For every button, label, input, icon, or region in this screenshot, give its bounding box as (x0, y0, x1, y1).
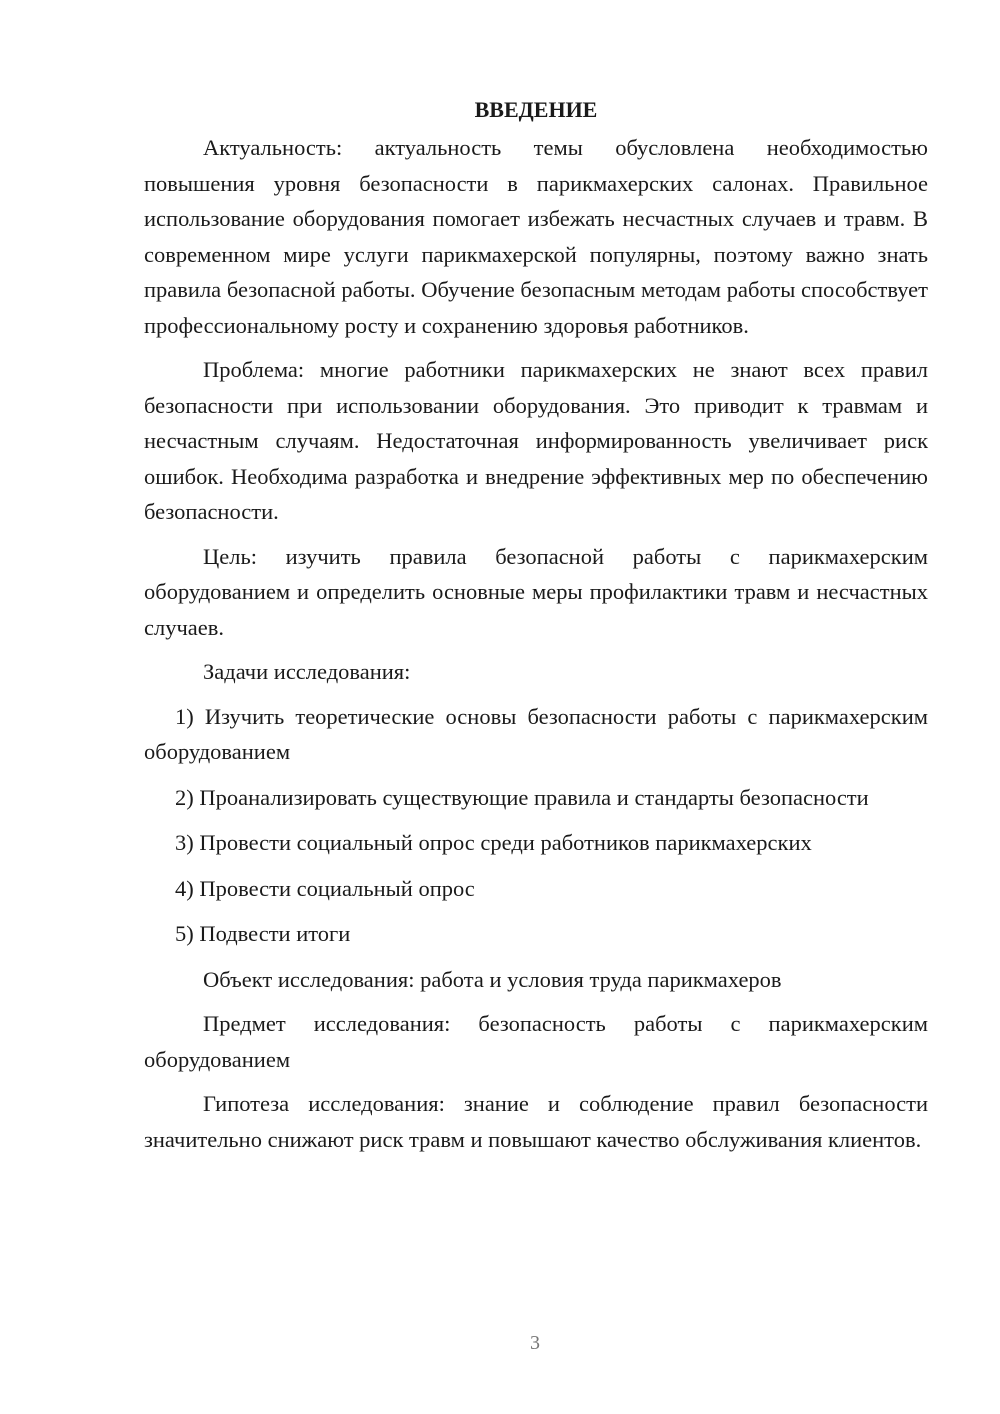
relevance-paragraph: Актуальность: актуальность темы обусловлена необходимостью повышения уровня безопасности в парикмахерских салонах. Правильное использование оборудования помогает избежать несчастных случаев и травм. В современном мире услуги парикмахерской популярны, поэтому важно знать правила безопасной работы. Обучение безопасным методам работы способствует профессиональному росту и сохранению здоровья работников. (144, 135, 928, 338)
page-number: 3 (530, 1332, 540, 1354)
task-item: 1) Изучить теоретические основы безопасности работы с парикмахерским оборудованием (144, 703, 928, 764)
task-item: 4) Провести социальный опрос (175, 875, 475, 901)
object-paragraph: Объект исследования: работа и условия труда парикмахеров (203, 966, 782, 992)
section-title: ВВЕДЕНИЕ (474, 97, 598, 122)
subject-paragraph: Предмет исследования: безопасность работы с парикмахерским оборудованием (144, 1011, 928, 1072)
goal-paragraph: Цель: изучить правила безопасной работы с парикмахерским оборудованием и определить основные меры профилактики травм и несчастных случаев. (144, 543, 928, 640)
tasks-heading: Задачи исследования: (203, 659, 411, 684)
problem-paragraph: Проблема: многие работники парикмахерских не знают всех правил безопасности при использовании оборудования. Это приводит к травмам и несчастным случаям. Недостаточная информированность увеличивает риск ошибок. Необходима разработка и внедрение эффективных мер по обеспечению безопасности. (144, 357, 928, 524)
document-page (144, 92, 928, 1166)
hypothesis-paragraph: Гипотеза исследования: знание и соблюдение правил безопасности значительно снижают риск травм и повышают качество обслуживания клиентов. (144, 1091, 928, 1152)
task-item: 3) Провести социальный опрос среди работников парикмахерских (175, 830, 812, 855)
task-item: 2) Проанализировать существующие правила и стандарты безопасности (175, 784, 869, 810)
task-item: 5) Подвести итоги (175, 921, 351, 946)
